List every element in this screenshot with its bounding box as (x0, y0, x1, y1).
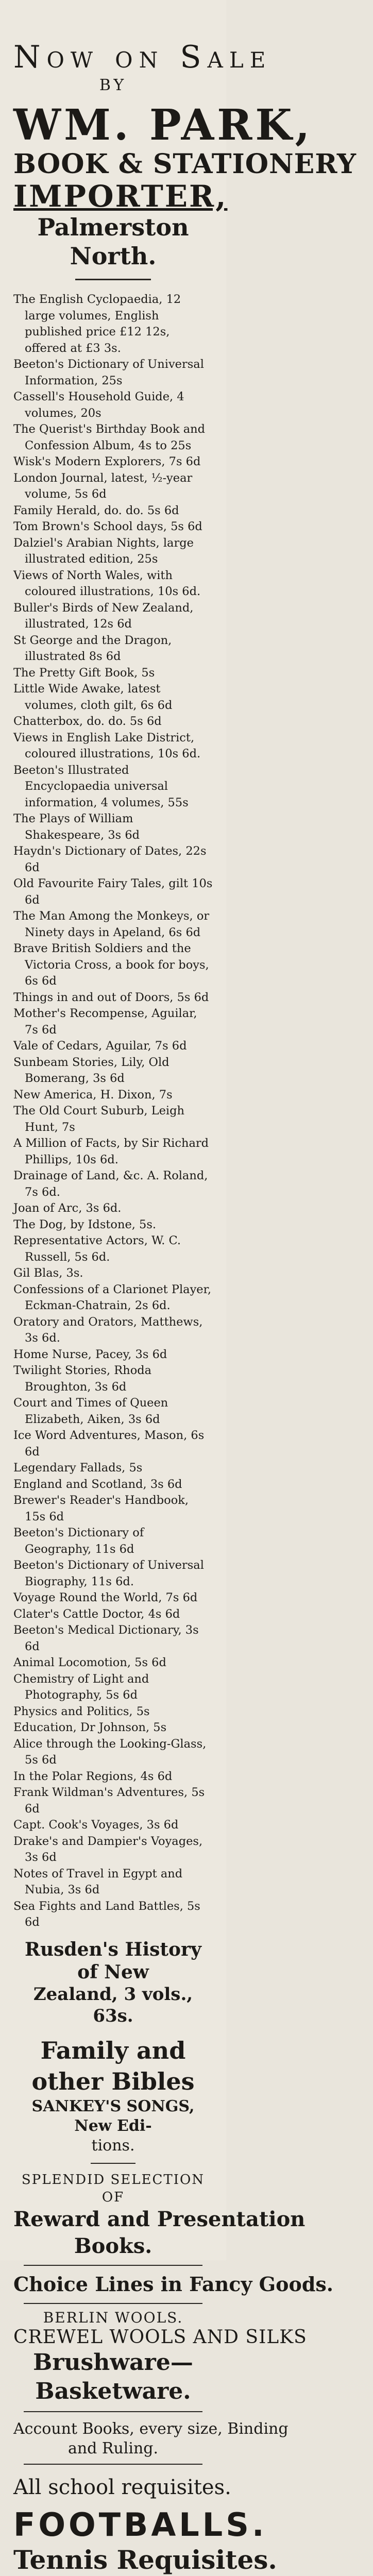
list-item: St George and the Dragon, illustrated 8s 6d (13, 633, 213, 665)
list-item: Frank Wildman's Adventures, 5s 6d (13, 1785, 213, 1817)
list-item: Oratory and Orators, Matthews, 3s 6d. (13, 1314, 213, 1347)
list-item: Confessions of a Clarionet Player, Eckman-Chatrain, 2s 6d. (13, 1282, 213, 1314)
list-item: Chatterbox, do. do. 5s 6d (13, 714, 213, 730)
list-item: Gil Blas, 3s. (13, 1265, 213, 1282)
list-item: Voyage Round the World, 7s 6d (13, 1590, 213, 1606)
list-item: Haydn's Dictionary of Dates, 22s 6d (13, 843, 213, 876)
list-item: Beeton's Medical Dictionary, 3s 6d (13, 1622, 213, 1655)
sankey-line2: tions. (13, 2136, 213, 2156)
item-list (13, 292, 213, 1931)
list-item: In the Polar Regions, 4s 6d (13, 1769, 213, 1785)
list-item: Views of North Wales, with coloured illustrations, 10s 6d. (13, 568, 213, 600)
by-label: BY (13, 76, 213, 94)
divider (91, 2163, 135, 2164)
list-item: The Pretty Gift Book, 5s (13, 665, 213, 682)
splendid-selection: SPLENDID SELECTION OF (13, 2171, 213, 2206)
footballs-heading: FOOTBALLS. (13, 2506, 213, 2544)
list-item: Mother's Recompense, Aguilar, 7s 6d (13, 1006, 213, 1038)
list-item: Buller's Birds of New Zealand, illustrated, 12s 6d (13, 600, 213, 633)
list-item: Animal Locomotion, 5s 6d (13, 1655, 213, 1671)
list-item: Home Nurse, Pacey, 3s 6d (13, 1347, 213, 1363)
list-item: The English Cyclopaedia, 12 large volumes, English published price £12 12s, offered at £3 3s. (13, 292, 213, 357)
list-item: The Plays of William Shakespeare, 3s 6d (13, 811, 213, 843)
list-item: Things in and out of Doors, 5s 6d (13, 990, 213, 1006)
school-requisites: All school requisites. (13, 2474, 213, 2501)
now-on-sale-heading: Now on Sale (13, 40, 213, 74)
list-item: Representative Actors, W. C. Russell, 5s 6d. (13, 1233, 213, 1265)
list-item: Drake's and Dampier's Voyages, 3s 6d (13, 1834, 213, 1866)
list-item: Brave British Soldiers and the Victoria Cross, a book for boys, 6s 6d (13, 941, 213, 990)
divider (24, 2303, 202, 2304)
tennis-heading: Tennis Requisites. (13, 2544, 213, 2576)
list-item: Physics and Politics, 5s (13, 1704, 213, 1720)
town-name: Palmerston North. (13, 213, 213, 270)
reward-heading: Reward and Presentation (13, 2206, 213, 2233)
list-item: Views in English Lake District, coloured illustrations, 10s 6d. (13, 730, 213, 762)
merchant-name: WM. PARK, (13, 101, 213, 149)
list-item: Dalziel's Arabian Nights, large illustrated edition, 25s (13, 535, 213, 568)
list-item: England and Scotland, 3s 6d (13, 1477, 213, 1493)
account-books-line2: and Ruling. (13, 2439, 213, 2459)
list-item: Little Wide Awake, latest volumes, cloth gilt, 6s 6d (13, 681, 213, 714)
list-item: Clater's Cattle Doctor, 4s 6d (13, 1606, 213, 1623)
list-item: Tom Brown's School days, 5s 6d (13, 519, 213, 535)
rusden-line1: Rusden's History of New (13, 1938, 213, 1984)
list-item: The Dog, by Idstone, 5s. (13, 1217, 213, 1233)
list-item: Alice through the Looking-Glass, 5s 6d (13, 1736, 213, 1769)
list-item: Drainage of Land, &c. A. Roland, 7s 6d. (13, 1168, 213, 1200)
list-item: Old Favourite Fairy Tales, gilt 10s 6d (13, 876, 213, 908)
list-item: Vale of Cedars, Aguilar, 7s 6d (13, 1038, 213, 1055)
divider (24, 2411, 202, 2412)
list-item: Sea Fights and Land Battles, 5s 6d (13, 1899, 213, 1931)
list-item: The Querist's Birthday Book and Confession Album, 4s to 25s (13, 421, 213, 454)
list-item: The Man Among the Monkeys, or Ninety days in Apeland, 6s 6d (13, 908, 213, 941)
list-item: New America, H. Dixon, 7s (13, 1087, 213, 1104)
account-books-line1: Account Books, every size, Binding (13, 2419, 213, 2439)
list-item: Twilight Stories, Rhoda Broughton, 3s 6d (13, 1363, 213, 1395)
list-item: Brewer's Reader's Handbook, 15s 6d (13, 1493, 213, 1525)
header-divider (75, 279, 151, 280)
list-item: Court and Times of Queen Elizabeth, Aiken, 3s 6d (13, 1395, 213, 1428)
divider (24, 2464, 202, 2465)
sankey-line1: SANKEY'S SONGS, New Edi- (13, 2097, 213, 2136)
list-item: Capt. Cook's Voyages, 3s 6d (13, 1817, 213, 1834)
rusden-line2: Zealand, 3 vols., 63s. (13, 1984, 213, 2027)
list-item: Sunbeam Stories, Lily, Old Bomerang, 3s 6d (13, 1055, 213, 1087)
list-item: Chemistry of Light and Photography, 5s 6d (13, 1671, 213, 1704)
business-type-line1: BOOK & STATIONERY (13, 149, 213, 180)
list-item: Joan of Arc, 3s 6d. (13, 1200, 213, 1217)
fancy-goods-heading: Choice Lines in Fancy Goods. (13, 2271, 213, 2298)
list-item: Cassell's Household Guide, 4 volumes, 20s (13, 389, 213, 421)
list-item: The Old Court Suburb, Leigh Hunt, 7s (13, 1103, 213, 1136)
berlin-wools: BERLIN WOOLS. (13, 2309, 213, 2327)
list-item: Wisk's Modern Explorers, 7s 6d (13, 454, 213, 470)
list-item: A Million of Facts, by Sir Richard Phillips, 10s 6d. (13, 1136, 213, 1168)
business-type-line2: IMPORTER, (13, 180, 213, 213)
bibles-heading: Family and other Bibles (13, 2035, 213, 2097)
divider (24, 2265, 202, 2266)
list-item: Family Herald, do. do. 5s 6d (13, 503, 213, 519)
list-item: Education, Dr Johnson, 5s (13, 1720, 213, 1736)
list-item: Legendary Fallads, 5s (13, 1460, 213, 1477)
list-item: Beeton's Dictionary of Universal Biography, 11s 6d. (13, 1557, 213, 1590)
books-heading: Books. (13, 2233, 213, 2260)
list-item: Beeton's Illustrated Encyclopaedia universal information, 4 volumes, 55s (13, 762, 213, 811)
list-item: London Journal, latest, ½-year volume, 5s 6d (13, 470, 213, 503)
list-item: Notes of Travel in Egypt and Nubia, 3s 6d (13, 1866, 213, 1899)
brushware-heading: Brushware—Basketware. (13, 2348, 213, 2406)
list-item: Ice Word Adventures, Mason, 6s 6d (13, 1428, 213, 1460)
list-item: Beeton's Dictionary of Geography, 11s 6d (13, 1525, 213, 1557)
crewel-wools: CREWEL WOOLS AND SILKS (13, 2327, 213, 2348)
list-item: Beeton's Dictionary of Universal Information, 25s (13, 357, 213, 389)
